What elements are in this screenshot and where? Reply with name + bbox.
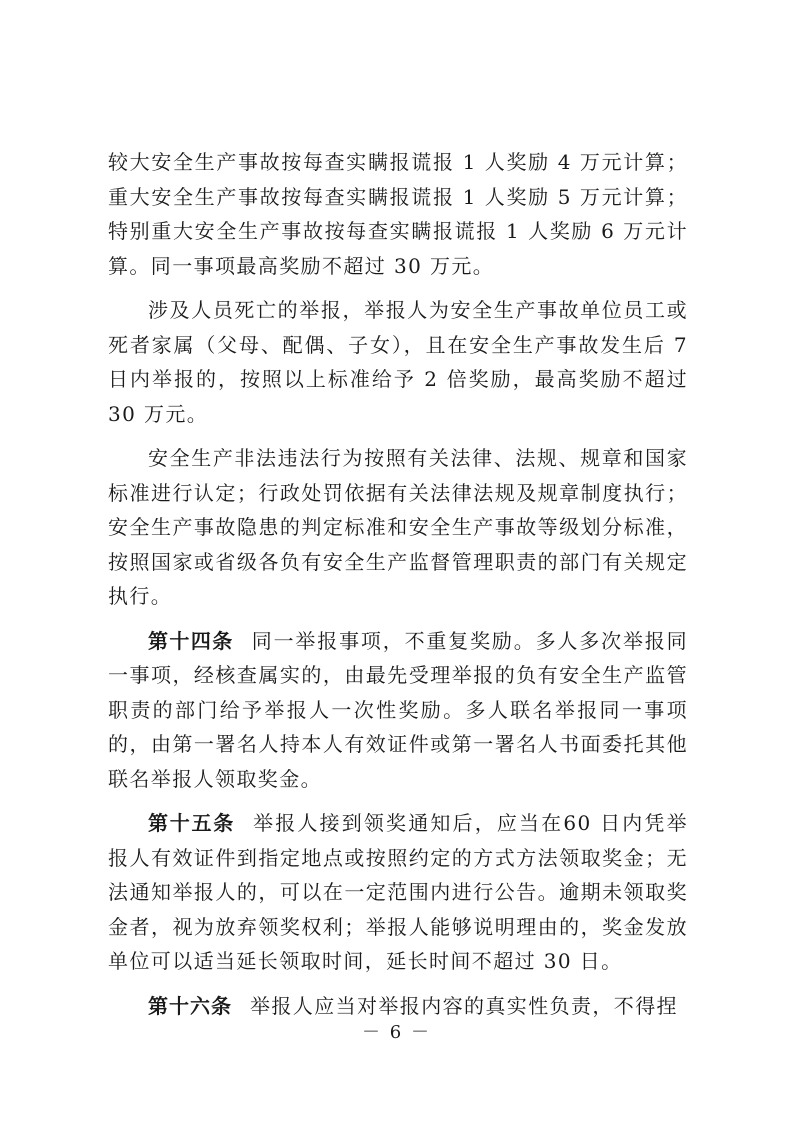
paragraph-text: 同一举报事项，不重复奖励。多人多次举报同一事项，经核查属实的，由最先受理举报的负有安全生产监管职责的部门给予举报人一次性奖励。多人联名举报同一事项的，由第一署名人持本人有效证件或第一署名人书面委托其他联名举报人领取奖金。 xyxy=(108,628,689,791)
paragraph-text: 举报人应当对举报内容的真实性负责，不得捏 xyxy=(250,993,678,1018)
article-14 xyxy=(108,624,688,797)
document-body xyxy=(108,145,688,1033)
paragraph-text: 举报人接到领奖通知后，应当在60 日内凭举报人有效证件到指定地点或按照约定的方式方法领取奖金；无法通知举报人的，可以在一定范围内进行公告。逾期未领取奖金者，视为放弃领奖权利；举报人能够说明理由的，奖金发放单位可以适当延长领取时间，延长时间不超过 30 日。 xyxy=(108,811,688,973)
article-15 xyxy=(108,806,688,979)
article-heading: 第十六条 xyxy=(148,993,232,1018)
paragraph-3 xyxy=(108,441,688,614)
paragraph-1 xyxy=(108,145,688,283)
page-number: － 6 － xyxy=(362,1022,431,1043)
article-heading: 第十四条 xyxy=(148,628,234,653)
paragraph-text: 安全生产非法违法行为按照有关法律、法规、规章和国家标准进行认定；行政处罚依据有关法律法规及规章制度执行；安全生产事故隐患的判定标准和安全生产事故等级划分标准，按照国家或省级各负有安全生产监督管理职责的部门有关规定执行。 xyxy=(108,446,688,608)
paragraph-text: 较大安全生产事故按每查实瞒报谎报 1 人奖励 4 万元计算；重大安全生产事故按每查实瞒报谎报 1 人奖励 5 万元计算；特别重大安全生产事故按每查实瞒报谎报 1 人奖励 6 万元计算。同一事项最高奖励不超过 30 万元。 xyxy=(108,150,688,278)
paragraph-text: 涉及人员死亡的举报，举报人为安全生产事故单位员工或死者家属（父母、配偶、子女），且在安全生产事故发生后 7 日内举报的，按照以上标准给予 2 倍奖励，最高奖励不超过 30 万元。 xyxy=(108,298,688,426)
article-heading: 第十五条 xyxy=(148,811,236,835)
paragraph-2 xyxy=(108,293,688,431)
